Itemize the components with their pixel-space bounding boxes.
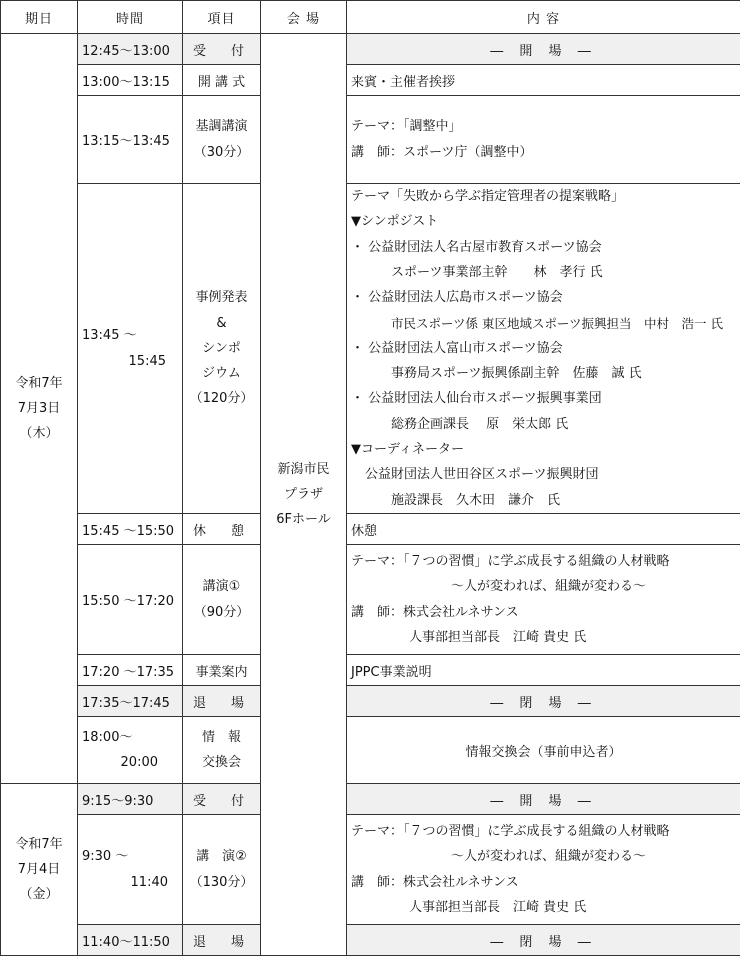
content-line: テーマ「失敗から学ぶ指定管理者の提案戦略」 — [351, 189, 625, 205]
content-line: スポーツ事業部主幹 林 孝行 氏 — [391, 264, 603, 280]
table-row — [1, 184, 740, 514]
time-cell — [78, 717, 183, 784]
table-row — [1, 655, 740, 686]
day1-date-line: （木） — [19, 426, 59, 442]
time-cell: 15:45 ～15:50 — [78, 514, 183, 545]
content-line: 講 師：スポーツ庁（調整中） — [351, 144, 533, 160]
content-cell — [347, 184, 740, 514]
content-line: ・ 公益財団法人名古屋市教育スポーツ協会 — [351, 239, 602, 255]
time-cell: 13:00～13:15 — [78, 65, 183, 96]
header-item: 項目 — [183, 1, 261, 34]
day2-date-line: （金） — [19, 887, 59, 903]
item-cell: 休 憩 — [183, 514, 261, 545]
time-line: 15:45 — [128, 353, 166, 369]
time-line: 18:00～ — [82, 729, 133, 745]
table-row — [1, 96, 740, 184]
item-cell: 受 付 — [183, 784, 261, 815]
item-line: 講 演② — [196, 849, 247, 865]
time-cell: 15:50 ～17:20 — [78, 545, 183, 655]
item-line: （90分） — [193, 604, 250, 620]
venue-cell — [261, 34, 347, 956]
item-cell: 退 場 — [183, 686, 261, 717]
content-line: 公益財団法人世田谷区スポーツ振興財団 — [365, 467, 599, 483]
day1-date-line: 令和7年 — [15, 375, 63, 391]
table-row — [1, 784, 740, 815]
content-cell: ― 開 場 ― — [347, 784, 740, 815]
item-cell — [183, 815, 261, 925]
time-cell: 17:20 ～17:35 — [78, 655, 183, 686]
item-line: 交換会 — [201, 755, 241, 770]
venue-line: 6Fホール — [276, 512, 331, 528]
content-line: 人事部担当部長 江崎 貴史 氏 — [409, 629, 587, 645]
table-row — [1, 65, 740, 96]
day1-date-line: 7月3日 — [17, 400, 61, 416]
header-row — [1, 1, 740, 34]
item-cell: 受 付 — [183, 34, 261, 65]
content-line: 総務企画課長 原 栄太郎 氏 — [391, 416, 569, 432]
content-line: 事務局スポーツ振興係副主幹 佐藤 誠 氏 — [391, 366, 642, 382]
day2-date-line: 7月4日 — [17, 861, 61, 877]
content-line: テーマ：「調整中」 — [351, 119, 462, 135]
item-line: 基調講演 — [195, 119, 248, 135]
item-line: （130分） — [189, 874, 254, 890]
item-cell: 事業案内 — [183, 655, 261, 686]
item-cell: 開 講 式 — [183, 65, 261, 96]
table-row — [1, 686, 740, 717]
content-line: 施設課長 久木田 謙介 氏 — [391, 492, 561, 508]
content-line: ▼シンポジスト — [351, 214, 439, 230]
time-line: 20:00 — [120, 755, 158, 770]
table-row — [1, 815, 740, 925]
item-line: シンポ — [202, 340, 241, 356]
day2-date-line: 令和7年 — [15, 836, 63, 852]
table-row — [1, 545, 740, 655]
content-cell — [347, 815, 740, 925]
header-time: 時間 — [78, 1, 183, 34]
content-cell: ― 閉 場 ― — [347, 925, 740, 956]
item-line: 講演① — [202, 579, 241, 595]
header-content: 内 容 — [347, 1, 740, 34]
content-cell — [347, 96, 740, 184]
content-line: 人事部担当部長 江崎 貴史 氏 — [409, 899, 587, 915]
day2-date-cell — [1, 784, 78, 956]
item-cell — [183, 184, 261, 514]
content-line: ・ 公益財団法人広島市スポーツ協会 — [351, 290, 563, 306]
time-cell: 11:40～11:50 — [78, 925, 183, 956]
content-line: 講 師：株式会社ルネサンス — [351, 874, 519, 890]
content-line: ▼コーディネーター — [351, 442, 464, 458]
time-cell — [78, 184, 183, 514]
table-row — [1, 514, 740, 545]
item-line: & — [216, 315, 227, 331]
time-line: 13:45 ～ — [82, 328, 137, 344]
venue-line: プラザ — [283, 486, 323, 502]
item-line: （120分） — [189, 391, 254, 407]
content-line: 講 師：株式会社ルネサンス — [351, 604, 519, 620]
time-cell: 17:35～17:45 — [78, 686, 183, 717]
content-cell: JPPC事業説明 — [347, 655, 740, 686]
time-line: 11:40 — [130, 874, 168, 890]
time-cell: 9:15～9:30 — [78, 784, 183, 815]
venue-line: 新潟市民 — [277, 461, 330, 477]
content-line: ～人が変われば、組織が変わる～ — [451, 579, 647, 595]
content-line: ～人が変われば、組織が変わる～ — [451, 849, 647, 865]
item-cell: 退 場 — [183, 925, 261, 956]
content-cell: ― 閉 場 ― — [347, 686, 740, 717]
content-cell: 情報交換会（事前申込者） — [347, 717, 740, 784]
content-line: ・ 公益財団法人富山市スポーツ協会 — [351, 340, 563, 356]
header-date: 期日 — [1, 1, 78, 34]
time-line: 9:30 ～ — [82, 849, 129, 865]
table-row — [1, 717, 740, 784]
content-cell: ― 開 場 ― — [347, 34, 740, 65]
item-line: ジウム — [202, 366, 241, 382]
content-line: テーマ：「７つの習慣」に学ぶ成長する組織の人材戦略 — [351, 553, 670, 569]
item-line: 事例発表 — [195, 290, 248, 306]
table-row — [1, 925, 740, 956]
day1-date-cell — [1, 34, 78, 784]
content-line: ・ 公益財団法人仙台市スポーツ振興事業団 — [351, 391, 602, 407]
time-cell: 12:45～13:00 — [78, 34, 183, 65]
content-cell: 来賓・主催者挨拶 — [347, 65, 740, 96]
item-cell — [183, 545, 261, 655]
item-cell — [183, 96, 261, 184]
time-cell: 13:15～13:45 — [78, 96, 183, 184]
content-line: 市民スポーツ係 東区地域スポーツ振興担当 中村 浩一 氏 — [391, 315, 723, 331]
content-cell: 休憩 — [347, 514, 740, 545]
item-line: 情 報 — [201, 729, 241, 745]
content-line: テーマ：「７つの習慣」に学ぶ成長する組織の人材戦略 — [351, 823, 670, 839]
item-line: （30分） — [193, 144, 250, 160]
content-cell — [347, 545, 740, 655]
header-venue: 会 場 — [261, 1, 347, 34]
time-cell — [78, 815, 183, 925]
item-cell — [183, 717, 261, 784]
table-row — [1, 34, 740, 65]
